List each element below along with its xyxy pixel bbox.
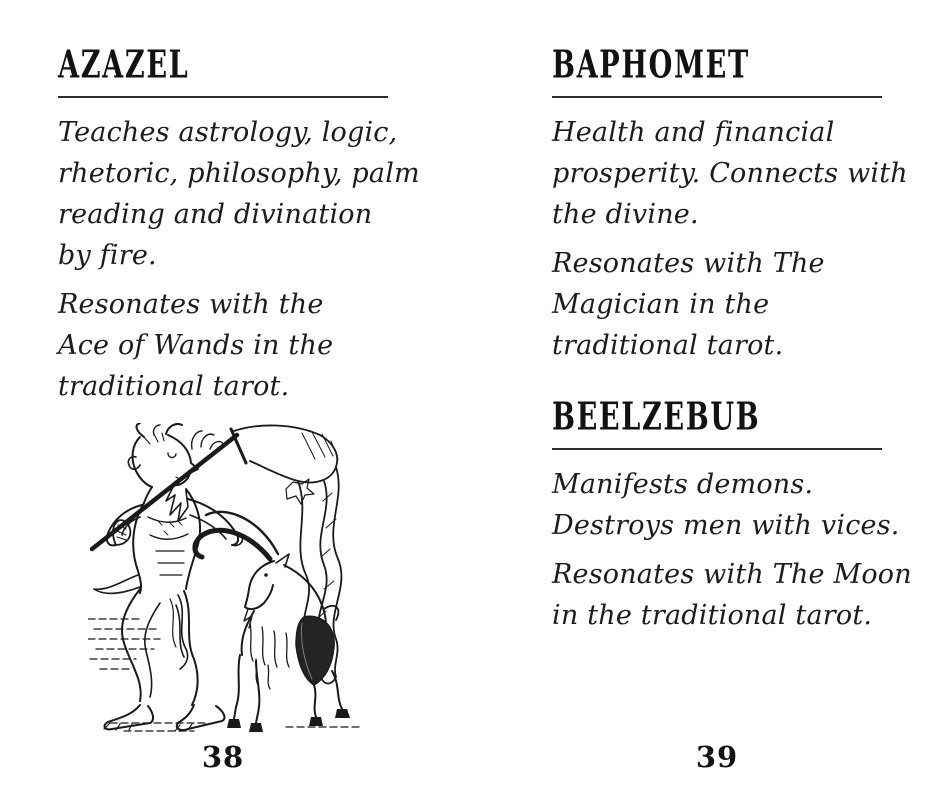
goat-horns: [195, 512, 278, 559]
goat-hoof: [309, 717, 323, 726]
entry-paragraph: [58, 284, 388, 407]
entry-paragraph: [552, 112, 908, 235]
goat-hoof: [227, 719, 241, 728]
page-right: [552, 0, 912, 800]
text-line: Destroys men with vices.: [552, 510, 900, 541]
text-line: Magician in the: [552, 289, 770, 320]
title-rule: [552, 96, 882, 98]
goat-figure: [195, 512, 350, 732]
title-rule: [58, 96, 388, 98]
title-rule: [552, 448, 882, 450]
entry-title-baphomet: BAPHOMET: [552, 42, 750, 88]
text-line: traditional tarot.: [552, 330, 784, 361]
text-line: Resonates with The Moon: [552, 559, 912, 590]
text-line: the divine.: [552, 199, 699, 230]
goat-hoof: [335, 709, 350, 718]
text-line: Teaches astrology, logic,: [58, 117, 398, 148]
goat-hoof: [249, 723, 263, 732]
entry-azazel: [58, 42, 420, 733]
entry-title-azazel: AZAZEL: [58, 42, 190, 88]
text-line: Ace of Wands in the: [58, 330, 334, 361]
page-number-left: 38: [201, 740, 245, 774]
azazel-illustration: [88, 423, 388, 733]
text-line: by fire.: [58, 240, 157, 271]
text-line: Manifests demons.: [552, 469, 814, 500]
page-number-right: 39: [695, 740, 739, 774]
entry-paragraph: [552, 554, 912, 636]
text-line: Resonates with The: [552, 248, 825, 279]
demon-figure: [94, 423, 242, 731]
entry-title-beelzebub: BEELZEBUB: [552, 394, 761, 440]
text-line: prosperity. Connects with: [552, 158, 908, 189]
page-left: [58, 0, 420, 800]
text-line: in the traditional tarot.: [552, 600, 873, 631]
entry-paragraph: [552, 243, 882, 366]
text-line: reading and divination: [58, 199, 373, 230]
demon-head: [128, 433, 198, 521]
entry-baphomet: [552, 42, 908, 366]
text-line: Health and financial: [552, 117, 835, 148]
demon-horns: [137, 423, 182, 437]
entry-paragraph: [58, 112, 420, 276]
text-line: Resonates with the: [58, 289, 324, 320]
entry-paragraph: [552, 464, 900, 546]
text-line: rhetoric, philosophy, palm: [58, 158, 420, 189]
text-line: traditional tarot.: [58, 371, 290, 402]
entry-beelzebub: [552, 394, 912, 636]
